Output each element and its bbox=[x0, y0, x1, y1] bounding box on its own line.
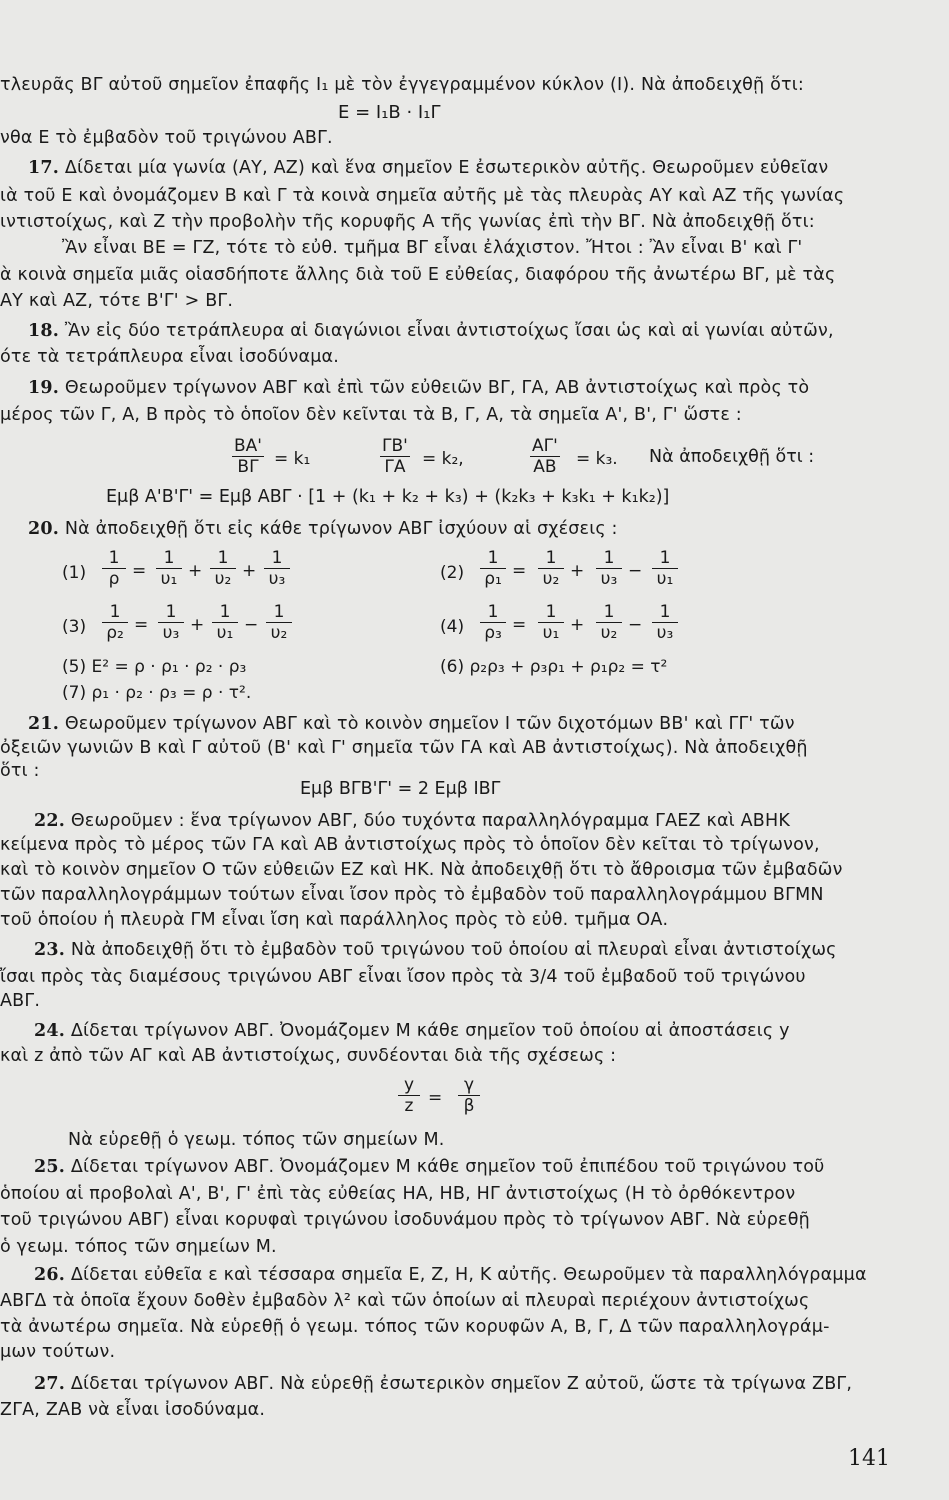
equation-7: (7) ρ₁ · ρ₂ · ρ₃ = ρ · τ². bbox=[62, 683, 252, 703]
numerator: 1 bbox=[156, 548, 182, 569]
eq-sign: = bbox=[512, 561, 527, 581]
equation-5: (5) E² = ρ · ρ₁ · ρ₂ · ρ₃ bbox=[62, 657, 247, 677]
problem-number: 24. bbox=[34, 1021, 66, 1041]
denominator: υ₂ bbox=[214, 569, 232, 589]
frac bbox=[480, 602, 506, 643]
denominator: β bbox=[463, 1096, 475, 1116]
k3-equation: = k₃. bbox=[576, 449, 618, 469]
denominator: υ₃ bbox=[600, 569, 618, 589]
frac bbox=[538, 548, 564, 589]
text: Νὰ ἀποδειχθῇ ὅτι τὸ ἐμβαδὸν τοῦ τριγώνου τοῦ ὁποίου αἱ πλευραὶ εἶναι ἀντιστοίχως bbox=[70, 940, 837, 960]
numerator: 1 bbox=[266, 602, 292, 623]
numerator: 1 bbox=[596, 602, 622, 623]
eq-label: (2) bbox=[440, 563, 465, 583]
denominator: υ₂ bbox=[270, 623, 288, 643]
eq-sign: − bbox=[628, 615, 643, 635]
numerator: 1 bbox=[652, 548, 678, 569]
frac bbox=[596, 602, 622, 643]
problem-number: 26. bbox=[34, 1265, 66, 1285]
denominator: υ₁ bbox=[656, 569, 674, 589]
eq-sign: = bbox=[428, 1088, 443, 1108]
denominator: υ₃ bbox=[656, 623, 674, 643]
formula: Εμβ Α'Β'Γ' = Εμβ ΑΒΓ · [1 + (k₁ + k₂ + k₃) + (k₂k₃ + k₃k₁ + k₁k₂)] bbox=[106, 487, 670, 507]
text-line: καὶ τὸ κοινὸν σημεῖον Ο τῶν εὐθειῶν ΕΖ καὶ ΗΚ. Νὰ ἀποδειχθῇ ὅτι τὸ ἄθροισμα τῶν ἐμβαδῶν bbox=[0, 860, 843, 880]
text: Θεωροῦμεν τρίγωνον ΑΒΓ καὶ τὸ κοινὸν σημεῖον Ι τῶν διχοτόμων ΒΒ' καὶ ΓΓ' τῶν bbox=[64, 714, 795, 734]
problem-21 bbox=[28, 713, 795, 735]
numerator: 1 bbox=[480, 548, 506, 569]
denominator: υ₁ bbox=[542, 623, 560, 643]
text-line: ἴσαι πρὸς τὰς διαμέσους τριγώνου ΑΒΓ εἶναι ἴσον πρὸς τὰ 3/4 τοῦ ἐμβαδοῦ τοῦ τριγώνου bbox=[0, 967, 806, 987]
fraction-k3 bbox=[530, 436, 560, 477]
text-line: Νὰ ἀποδειχθῇ ὅτι : bbox=[649, 447, 815, 467]
numerator: y bbox=[398, 1075, 420, 1096]
problem-number: 18. bbox=[28, 321, 60, 341]
frac bbox=[652, 548, 678, 589]
numerator: ΒΑ' bbox=[234, 436, 262, 456]
eq-sign: + bbox=[242, 561, 257, 581]
intro-line: νθα Ε τὸ ἐμβαδὸν τοῦ τριγώνου ΑΒΓ. bbox=[0, 128, 333, 148]
text-line: κείμενα πρὸς τὸ μέρος τῶν ΓΑ καὶ ΑΒ ἀντιστοίχως πρὸς τὸ ὁποῖον δὲν κεῖται τὸ τρίγωνον, bbox=[0, 835, 820, 855]
denominator: ρ bbox=[108, 569, 120, 589]
text-line: ὀξειῶν γωνιῶν Β καὶ Γ αὐτοῦ (Β' καὶ Γ' σημεῖα τῶν ΓΑ καὶ ΑΒ ἀντιστοίχως). Νὰ ἀποδειχθῇ bbox=[0, 738, 808, 758]
problem-number: 23. bbox=[34, 940, 66, 960]
numerator: ΑΓ' bbox=[532, 436, 558, 456]
text-line: ότε τὰ τετράπλευρα εἶναι ἰσοδύναμα. bbox=[0, 347, 340, 367]
k2-equation: = k₂, bbox=[422, 449, 464, 469]
numerator: 1 bbox=[158, 602, 184, 623]
problem-number: 21. bbox=[28, 714, 60, 734]
frac bbox=[212, 602, 238, 643]
denominator: z bbox=[404, 1096, 414, 1116]
numerator: 1 bbox=[212, 602, 238, 623]
text-line: καὶ z ἀπὸ τῶν ΑΓ καὶ ΑΒ ἀντιστοίχως, συνδέονται διὰ τῆς σχέσεως : bbox=[0, 1046, 617, 1066]
frac bbox=[102, 548, 126, 589]
text-line: τοῦ τριγώνου ΑΒΓ) εἶναι κορυφαὶ τριγώνου ἰσοδυνάμου πρὸς τὸ τρίγωνον ΑΒΓ. Νὰ εὑρεθῇ bbox=[0, 1210, 810, 1230]
problem-26 bbox=[34, 1264, 867, 1286]
text-line: ὁ γεωμ. τόπος τῶν σημείων Μ. bbox=[0, 1237, 277, 1257]
numerator: 1 bbox=[210, 548, 236, 569]
numerator: γ bbox=[458, 1075, 480, 1096]
fraction-k2 bbox=[380, 436, 410, 477]
eq-sign: − bbox=[628, 561, 643, 581]
fraction-gamma-beta bbox=[458, 1075, 480, 1116]
problem-number: 25. bbox=[34, 1157, 66, 1177]
text-line: ΖΓΑ, ΖΑΒ νὰ εἶναι ἰσοδύναμα. bbox=[0, 1400, 266, 1420]
text-line: τὰ ἀνωτέρω σημεῖα. Νὰ εὑρεθῇ ὁ γεωμ. τόπος τῶν κορυφῶν Α, Β, Γ, Δ τῶν παραλληλογράμ- bbox=[0, 1317, 830, 1337]
numerator: 1 bbox=[102, 602, 128, 623]
problem-19 bbox=[28, 377, 809, 399]
text: Δίδεται τρίγωνον ΑΒΓ. Ὀνομάζομεν Μ κάθε σημεῖον τοῦ ὁποίου αἱ ἀποστάσεις y bbox=[70, 1021, 790, 1041]
text-line: ΑΥ καὶ ΑΖ, τότε Β'Γ' > ΒΓ. bbox=[0, 291, 234, 311]
frac bbox=[210, 548, 236, 589]
eq-sign: = bbox=[512, 615, 527, 635]
frac bbox=[102, 602, 128, 643]
eq-label: (3) bbox=[62, 617, 87, 637]
problem-22 bbox=[34, 810, 790, 832]
text-line: ΑΒΓΔ τὰ ὁποῖα ἔχουν δοθὲν ἐμβαδὸν λ² καὶ τῶν ὁποίων αἱ πλευραὶ περιέχουν ἀντιστοίχως bbox=[0, 1291, 810, 1311]
eq-sign: + bbox=[190, 615, 205, 635]
eq-sign: = bbox=[132, 561, 147, 581]
denominator: υ₂ bbox=[600, 623, 618, 643]
text-line: ὅτι : bbox=[0, 761, 40, 781]
problem-number: 22. bbox=[34, 811, 66, 831]
problem-17 bbox=[28, 157, 828, 179]
intro-formula: E = Ι₁Β · Ι₁Γ bbox=[338, 102, 441, 123]
problem-18 bbox=[28, 320, 834, 342]
text-line: τῶν παραλληλογράμμων τούτων εἶναι ἴσον πρὸς τὸ ἐμβαδὸν τοῦ παραλληλογράμμου ΒΓΜΝ bbox=[0, 885, 824, 905]
text: Νὰ ἀποδειχθῇ ὅτι εἰς κάθε τρίγωνον ΑΒΓ ἰσχύουν αἱ σχέσεις : bbox=[64, 519, 618, 539]
numerator: 1 bbox=[102, 548, 126, 569]
equation-6: (6) ρ₂ρ₃ + ρ₃ρ₁ + ρ₁ρ₂ = τ² bbox=[440, 657, 668, 677]
text: Ἂν εἰς δύο τετράπλευρα αἱ διαγώνιοι εἶναι ἀντιστοίχως ἴσαι ὡς καὶ αἱ γωνίαι αὐτῶν, bbox=[64, 321, 834, 341]
text: Δίδεται εὐθεῖα ε καὶ τέσσαρα σημεῖα Ε, Ζ, Η, Κ αὐτῆς. Θεωροῦμεν τὰ παραλληλόγραμμα bbox=[70, 1265, 867, 1285]
intro-line: τλευρᾶς ΒΓ αὐτοῦ σημεῖον ἐπαφῆς Ι₁ μὲ τὸν ἐγγεγραμμένον κύκλον (Ι). Νὰ ἀποδειχθῇ ὅτι: bbox=[0, 75, 804, 95]
numerator: 1 bbox=[596, 548, 622, 569]
problem-number: 27. bbox=[34, 1374, 66, 1394]
denominator: ρ₁ bbox=[484, 569, 502, 589]
frac bbox=[538, 602, 564, 643]
frac bbox=[156, 548, 182, 589]
problem-24 bbox=[34, 1020, 790, 1042]
denominator: ρ₂ bbox=[106, 623, 124, 643]
text-line: ιὰ τοῦ Ε καὶ ὀνομάζομεν Β καὶ Γ τὰ κοινὰ σημεῖα αὐτῆς μὲ τὰς πλευρὰς ΑΥ καὶ ΑΖ τῆς γωνίας bbox=[0, 186, 845, 206]
eq-sign: + bbox=[570, 561, 585, 581]
numerator: 1 bbox=[480, 602, 506, 623]
problem-number: 19. bbox=[28, 378, 60, 398]
numerator: 1 bbox=[538, 548, 564, 569]
text-line: ιντιστοίχως, καὶ Ζ τὴν προβολὴν τῆς κορυφῆς Α τῆς γωνίας ἐπὶ τὴν ΒΓ. Νὰ ἀποδειχθῇ ὅτι: bbox=[0, 212, 815, 232]
problem-25 bbox=[34, 1156, 824, 1178]
problem-number: 17. bbox=[28, 158, 60, 178]
frac bbox=[480, 548, 506, 589]
text-line: ΑΒΓ. bbox=[0, 991, 41, 1011]
denominator: υ₃ bbox=[162, 623, 180, 643]
denominator: υ₂ bbox=[542, 569, 560, 589]
text: Δίδεται μία γωνία (ΑΥ, ΑΖ) καὶ ἕνα σημεῖον Ε ἐσωτερικὸν αὐτῆς. Θεωροῦμεν εὐθεῖαν bbox=[64, 158, 829, 178]
problem-20 bbox=[28, 518, 618, 540]
eq-label: (1) bbox=[62, 563, 87, 583]
frac bbox=[652, 602, 678, 643]
numerator: 1 bbox=[538, 602, 564, 623]
page-number: 141 bbox=[848, 1446, 890, 1471]
text-line: Ἂν εἶναι ΒΕ = ΓΖ, τότε τὸ εὐθ. τμῆμα ΒΓ εἶναι ἐλάχιστον. Ἤτοι : Ἂν εἶναι Β' καὶ Γ' bbox=[62, 238, 803, 258]
numerator: 1 bbox=[264, 548, 290, 569]
eq-sign: = bbox=[134, 615, 149, 635]
eq-sign: − bbox=[244, 615, 259, 635]
eq-sign: + bbox=[570, 615, 585, 635]
numerator: ΓΒ' bbox=[382, 436, 408, 456]
formula: Εμβ ΒΓΒ'Γ' = 2 Εμβ ΙΒΓ bbox=[300, 779, 501, 799]
denominator: ρ₃ bbox=[484, 623, 502, 643]
text: Δίδεται τρίγωνον ΑΒΓ. Ὀνομάζομεν Μ κάθε σημεῖον τοῦ ἐπιπέδου τοῦ τριγώνου τοῦ bbox=[70, 1157, 825, 1177]
text: Δίδεται τρίγωνον ΑΒΓ. Νὰ εὑρεθῇ ἐσωτερικὸν σημεῖον Ζ αὐτοῦ, ὥστε τὰ τρίγωνα ΖΒΓ, bbox=[70, 1374, 853, 1394]
eq-label: (4) bbox=[440, 617, 465, 637]
k1-equation: = k₁ bbox=[274, 449, 311, 469]
denominator: ΑΒ bbox=[533, 457, 557, 477]
eq-sign: + bbox=[188, 561, 203, 581]
problem-27 bbox=[34, 1373, 852, 1395]
denominator: ΒΓ bbox=[237, 457, 259, 477]
numerator: 1 bbox=[652, 602, 678, 623]
frac bbox=[266, 602, 292, 643]
text-line: Νὰ εὑρεθῇ ὁ γεωμ. τόπος τῶν σημείων Μ. bbox=[68, 1130, 445, 1150]
problem-number: 20. bbox=[28, 519, 60, 539]
denominator: υ₁ bbox=[216, 623, 234, 643]
denominator: ΓΑ bbox=[384, 457, 406, 477]
text-line: ὰ κοινὰ σημεῖα μιᾶς οἱασδήποτε ἄλλης διὰ τοῦ Ε εὐθείας, διαφόρου τῆς ἀνωτέρω ΒΓ, μὲ τὰς bbox=[0, 265, 836, 285]
problem-23 bbox=[34, 939, 837, 961]
denominator: υ₁ bbox=[160, 569, 178, 589]
fraction-k1 bbox=[232, 436, 264, 477]
text-line: τοῦ ὁποίου ἡ πλευρὰ ΓΜ εἶναι ἴση καὶ παράλληλος πρὸς τὸ εὐθ. τμῆμα ΟΑ. bbox=[0, 910, 669, 930]
text: Θεωροῦμεν τρίγωνον ΑΒΓ καὶ ἐπὶ τῶν εὐθειῶν ΒΓ, ΓΑ, ΑΒ ἀντιστοίχως καὶ πρὸς τὸ bbox=[64, 378, 810, 398]
text-line: μέρος τῶν Γ, Α, Β πρὸς τὸ ὁποῖον δὲν κεῖνται τὰ Β, Γ, Α, τὰ σημεῖα Α', Β', Γ' ὥστε : bbox=[0, 405, 742, 425]
text: Θεωροῦμεν : ἕνα τρίγωνον ΑΒΓ, δύο τυχόντα παραλληλόγραμμα ΓΑΕΖ καὶ ΑΒΗΚ bbox=[70, 811, 791, 831]
denominator: υ₃ bbox=[268, 569, 286, 589]
frac bbox=[264, 548, 290, 589]
text-line: μων τούτων. bbox=[0, 1342, 116, 1362]
frac bbox=[158, 602, 184, 643]
fraction-y-z bbox=[398, 1075, 420, 1116]
frac bbox=[596, 548, 622, 589]
text-line: ὁποίου αἱ προβολαὶ Α', Β', Γ' ἐπὶ τὰς εὐθείας ΗΑ, ΗΒ, ΗΓ ἀντιστοίχως (Η τὸ ὀρθόκεντρον bbox=[0, 1184, 796, 1204]
